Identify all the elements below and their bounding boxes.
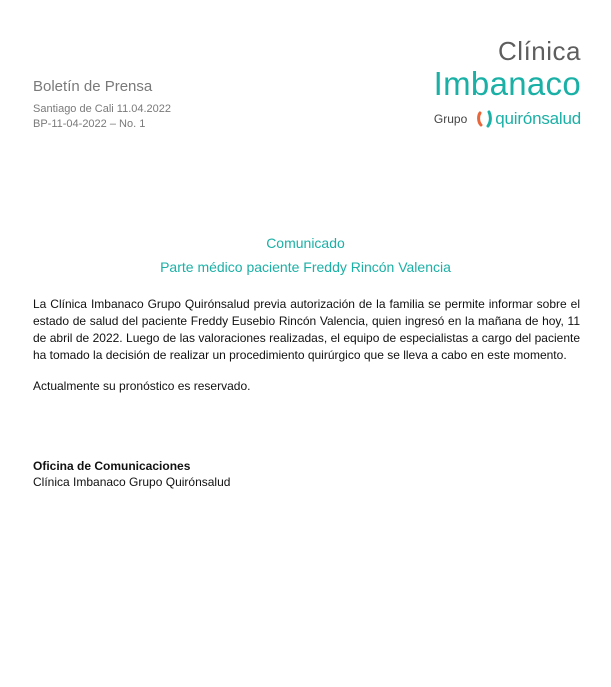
logo-imbanaco-text: Imbanaco — [433, 65, 581, 102]
location-date: Santiago de Cali 11.04.2022 — [33, 103, 172, 115]
logo-salud-text: salud — [541, 109, 581, 128]
logo-group-row — [434, 108, 581, 130]
logo-grupo-text: Grupo — [433, 112, 468, 126]
communique-subtitle: Parte médico paciente Freddy Rincón Valencia — [160, 259, 451, 275]
press-header — [33, 78, 171, 132]
communique-title: Comunicado — [266, 235, 345, 251]
signature-organization: Clínica Imbanaco Grupo Quirónsalud — [33, 475, 231, 489]
logo-clinica-text: Clínica — [498, 36, 581, 66]
quironsalud-mark-icon — [477, 110, 493, 128]
clinic-logo — [434, 36, 581, 130]
signature-office: Oficina de Comunicaciones — [33, 459, 191, 473]
body-paragraph-2: Actualmente su pronóstico es reservado. — [33, 379, 251, 393]
bulletin-reference: BP-11-04-2022 – No. 1 — [33, 118, 146, 130]
communique-heading — [0, 233, 611, 281]
body-paragraph-1: La Clínica Imbanaco Grupo Quirónsalud previa autorización de la familia se permite informar sobre el estado de salud del paciente Freddy Eusebio Rincón Valencia, quien ingresó en la mañana de hoy, 11 de abril de 2022. Luego de las valoraciones realizadas, el equipo de especialistas a cargo del paciente ha tomado la decisión de realizar un procedimiento quirúrgico que se lleva a cabo en este momento. — [33, 297, 580, 362]
logo-quiron-text: quirón — [495, 109, 542, 128]
bulletin-title: Boletín de Prensa — [33, 78, 153, 95]
signature-block — [33, 458, 230, 490]
